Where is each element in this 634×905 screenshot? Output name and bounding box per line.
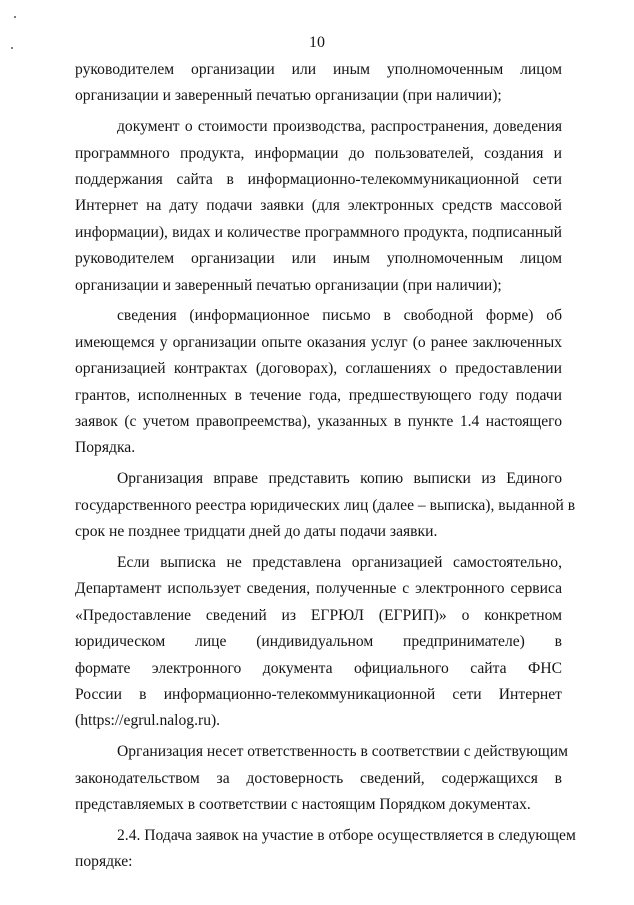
text-line: Если выписка не представлена организацией самостоятельно, (117, 553, 562, 571)
text-line: организации и заверенный печатью организации (при наличии); (75, 87, 502, 105)
text-line: юридическом лице (индивидуальном предпринимателе) в (75, 633, 562, 651)
text-line: поддержания сайта в информационно-телекоммуникационной сети (75, 171, 562, 189)
text-line: информации), видах и количестве программного продукта, подписанный (75, 223, 562, 241)
text-line: организации и заверенный печатью организации (при наличии); (75, 276, 502, 294)
text-line: Интернет на дату подачи заявки (для электронных средств массовой (75, 197, 562, 215)
scan-speck (11, 47, 13, 49)
text-line: Порядка. (75, 439, 136, 457)
paragraph (75, 466, 576, 545)
text-line: Организация несет ответственность в соответствии с действующим (117, 743, 568, 761)
text-line: Департамент использует сведения, полученные с электронного сервиса (75, 580, 562, 598)
text-line: России в информационно-телекоммуникационной сети Интернет (75, 685, 562, 703)
text-line: представляемых в соответствии с настоящим Порядком документах. (75, 795, 531, 813)
text-line: «Предоставление сведений из ЕГРЮЛ (ЕГРИП)» о конкретном (75, 606, 562, 624)
text-line: порядке: (75, 853, 133, 871)
text-line: законодательством за достоверность сведений, содержащихся в (75, 769, 562, 787)
text-line: руководителем организации или иным уполномоченным лицом (75, 250, 562, 268)
text-line: сведения (информационное письмо в свободной форме) об (117, 307, 562, 325)
document-body (75, 57, 576, 880)
text-line: грантов, исполненных в течение года, предшествующего году подачи (75, 386, 562, 404)
text-line: имеющемся у организации опыте оказания услуг (о ранее заключенных (75, 333, 562, 351)
paragraph (75, 114, 562, 299)
text-line: срок не позднее тридцати дней до даты подачи заявки. (75, 523, 438, 541)
text-line: заявок (с учетом правопреемства), указанных в пункте 1.4 настоящего (75, 413, 562, 431)
paragraph (75, 57, 562, 110)
text-line: организацией контрактах (договорах), соглашениях о предоставлении (75, 360, 562, 378)
text-line: документ о стоимости производства, распространения, доведения (117, 118, 562, 136)
text-line: программного продукта, информации до пользователей, создания и (75, 144, 562, 162)
paragraph (75, 823, 576, 876)
text-line: Организация вправе представить копию выписки из Единого (117, 470, 562, 488)
text-line: руководителем организации или иным уполномоченным лицом (75, 61, 562, 78)
text-line: 2.4. Подача заявок на участие в отборе осуществляется в следующем (117, 826, 576, 844)
paragraph (75, 303, 562, 461)
paragraph (75, 550, 562, 735)
paragraph (75, 739, 568, 818)
text-line: формате электронного документа официального сайта ФНС (75, 659, 562, 677)
text-line: (https://egrul.nalog.ru). (75, 712, 221, 730)
scan-speck (14, 16, 16, 18)
page-number: 10 (309, 34, 325, 51)
text-line: государственного реестра юридических лиц (далее – выписка), выданной в (75, 496, 576, 514)
